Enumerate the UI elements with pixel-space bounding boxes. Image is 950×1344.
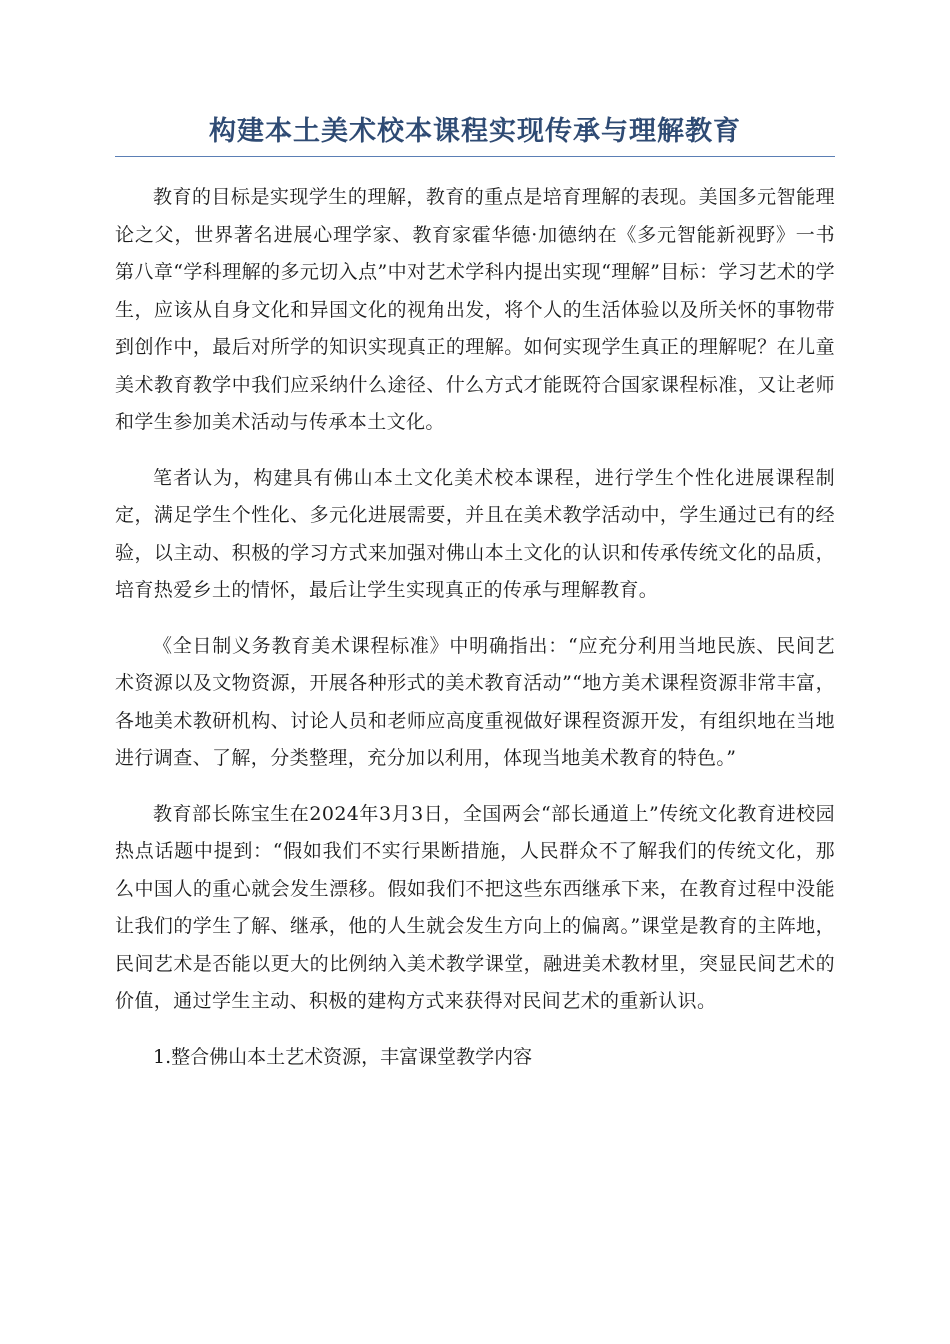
section-heading: 1.整合佛山本土艺术资源，丰富课堂教学内容 xyxy=(153,1045,533,1068)
paragraph-author-view: 笔者认为，构建具有佛山本土文化美术校本课程，进行学生个性化进展课程制定，满足学生个性化、多元化进展需要，并且在美术教学活动中，学生通过已有的经验，以主动、积极的学习方式来加强对佛山本土文化的认识和传承传统文化的品质，培育热爱乡土的情怀，最后让学生实现真正的传承与理解教育。 xyxy=(115,466,835,601)
document-page xyxy=(115,112,835,1076)
title-underline xyxy=(115,156,835,157)
paragraph-intro: 教育的目标是实现学生的理解，教育的重点是培育理解的表现。美国多元智能理论之父，世界著名进展心理学家、教育家霍华德·加德纳在《多元智能新视野》一书第八章“学科理解的多元切入点”中对艺术学科内提出实现“理解”目标：学习艺术的学生，应该从自身文化和异国文化的视角出发，将个人的生活体验以及所关怀的事物带到创作中，最后对所学的知识实现真正的理解。如何实现学生真正的理解呢？在儿童美术教育教学中我们应采纳什么途径、什么方式才能既符合国家课程标准，又让老师和学生参加美术活动与传承本土文化。 xyxy=(115,186,835,433)
paragraph-minister-quote: 教育部长陈宝生在2024年3月3日，全国两会“部长通道上”传统文化教育进校园热点话题中提到：“假如我们不实行果断措施，人民群众不了解我们的传统文化，那么中国人的重心就会发生漂移。假如我们不把这些东西继承下来，在教育过程中没能让我们的学生了解、继承，他的人生就会发生方向上的偏离。”课堂是教育的主阵地，民间艺术是否能以更大的比例纳入美术教学课堂，融进美术教材里，突显民间艺术的价值，通过学生主动、积极的建构方式来获得对民间艺术的重新认识。 xyxy=(115,802,835,1012)
paragraph-curriculum-standard: 《全日制义务教育美术课程标准》中明确指出：“应充分利用当地民族、民间艺术资源以及文物资源，开展各种形式的美术教育活动”“地方美术课程资源非常丰富，各地美术教研机构、讨论人员和老师应高度重视做好课程资源开发，有组织地在当地进行调查、了解，分类整理，充分加以利用，体现当地美术教育的特色。” xyxy=(115,634,835,769)
document-title: 构建本土美术校本课程实现传承与理解教育 xyxy=(209,116,741,147)
